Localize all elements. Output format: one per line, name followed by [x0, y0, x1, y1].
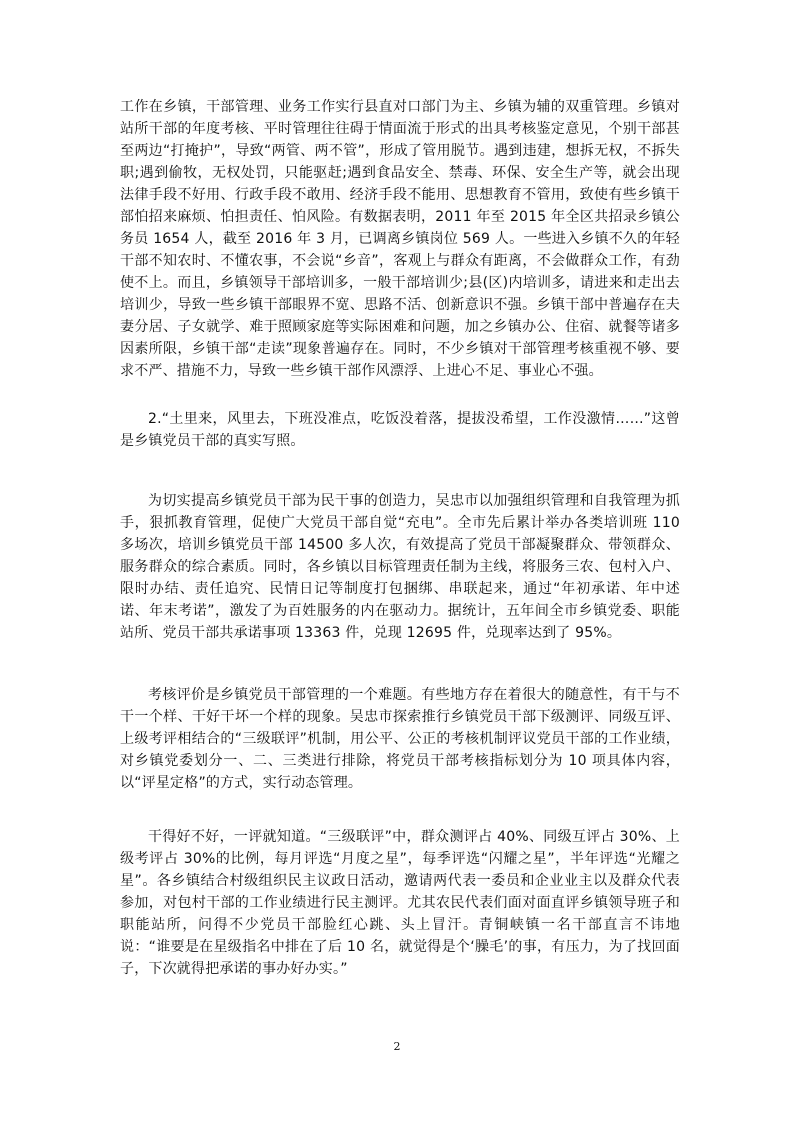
body-paragraph: 干得好不好，一评就知道。“三级联评”中，群众测评占 40%、同级互评占 30%、上级考评占 30%的比例，每月评选“月度之星”，每季评选“闪耀之星”，半年评选“光耀之星”。各乡镇结合村级组织民主议政日活动，邀请两代表一委员和企业业主以及群众代表参加，对包村干部的工作业绩进行民主测评。尤其农民代表们面对面直评乡镇领导班子和职能站所，问得不少党员干部脸红心跳、头上冒汗。青铜峡镇一名干部直言不讳地说：“谁要是在星级指名中排在了后 10 名，就觉得是个‘臊毛’的事，有压力，为了找回面子，下次就得把承诺的事办好办实。” [120, 829, 680, 977]
body-paragraph: 为切实提高乡镇党员干部为民干事的创造力，吴忠市以加强组织管理和自我管理为抓手，狠抓教育管理，促使广大党员干部自觉“充电”。全市先后累计举办各类培训班 110 多场次，培训乡镇党员干部 14500 多人次，有效提高了党员干部凝聚群众、带领群众、服务群众的综合素质。同时，各乡镇以目标管理责任制为主线，将服务三农、包村入户、限时办结、责任追究、民情日记等制度打包捆绑、串联起来，通过“年初承诺、年中述诺、年末考诺”，激发了为百姓服务的内在驱动力。据统计，五年间全市乡镇党委、职能站所、党员干部共承诺事项 13363 件，兑现 12695 件，兑现率达到了 95%。 [120, 493, 680, 641]
page-number: 2 [393, 1040, 401, 1053]
body-paragraph: 考核评价是乡镇党员干部管理的一个难题。有些地方存在着很大的随意性，有干与不干一个样、干好干坏一个样的现象。吴忠市探索推行乡镇党员干部下级测评、同级互评、上级考评相结合的“三级联评”机制，用公平、公正的考核机制评议党员干部的工作业绩，对乡镇党委划分一、二、三类进行排除，将党员干部考核指标划分为 10 项具体内容，以“评星定格”的方式，实行动态管理。 [120, 687, 680, 791]
body-paragraph: 工作在乡镇，干部管理、业务工作实行县直对口部门为主、乡镇为辅的双重管理。乡镇对站所干部的年度考核、平时管理往往碍于情面流于形式的出具考核鉴定意见，个别干部甚至两边“打掩护”，导致“两管、两不管”，形成了管用脱节。遇到违建，想拆无权，不拆失职;遇到偷牧，无权处罚，只能驱赶;遇到食品安全、禁毒、环保、安全生产等，就会出现法律手段不好用、行政手段不敢用、经济手段不能用、思想教育不管用，致使有些乡镇干部怕招来麻烦、怕担责任、怕风险。有数据表明，2011 年至 2015 年全区共招录乡镇公务员 1654 人，截至 2016 年 3 月，已调离乡镇岗位 569 人。一些进入乡镇不久的年轻干部不知农时、不懂农事，不会说“乡音”，客观上与群众有距离，不会做群众工作，有劲使不上。而且，乡镇领导干部培训多，一般干部培训少;县(区)内培训多，请进来和走出去培训少，导致一些乡镇干部眼界不宽、思路不活、创新意识不强。乡镇干部中普遍存在夫妻分居、子女就学、难于照顾家庭等实际困难和问题，加之乡镇办公、住宿、就餐等诸多因素所限，乡镇干部“走读”现象普遍存在。同时，不少乡镇对干部管理考核重视不够、要求不严、措施不力，导致一些乡镇干部作风漂浮、上进心不足、事业心不强。 [120, 99, 680, 379]
body-paragraph: 2.“土里来，风里去，下班没准点，吃饭没着落，提拔没希望，工作没激情……”这曾是乡镇党员干部的真实写照。 [120, 411, 680, 449]
